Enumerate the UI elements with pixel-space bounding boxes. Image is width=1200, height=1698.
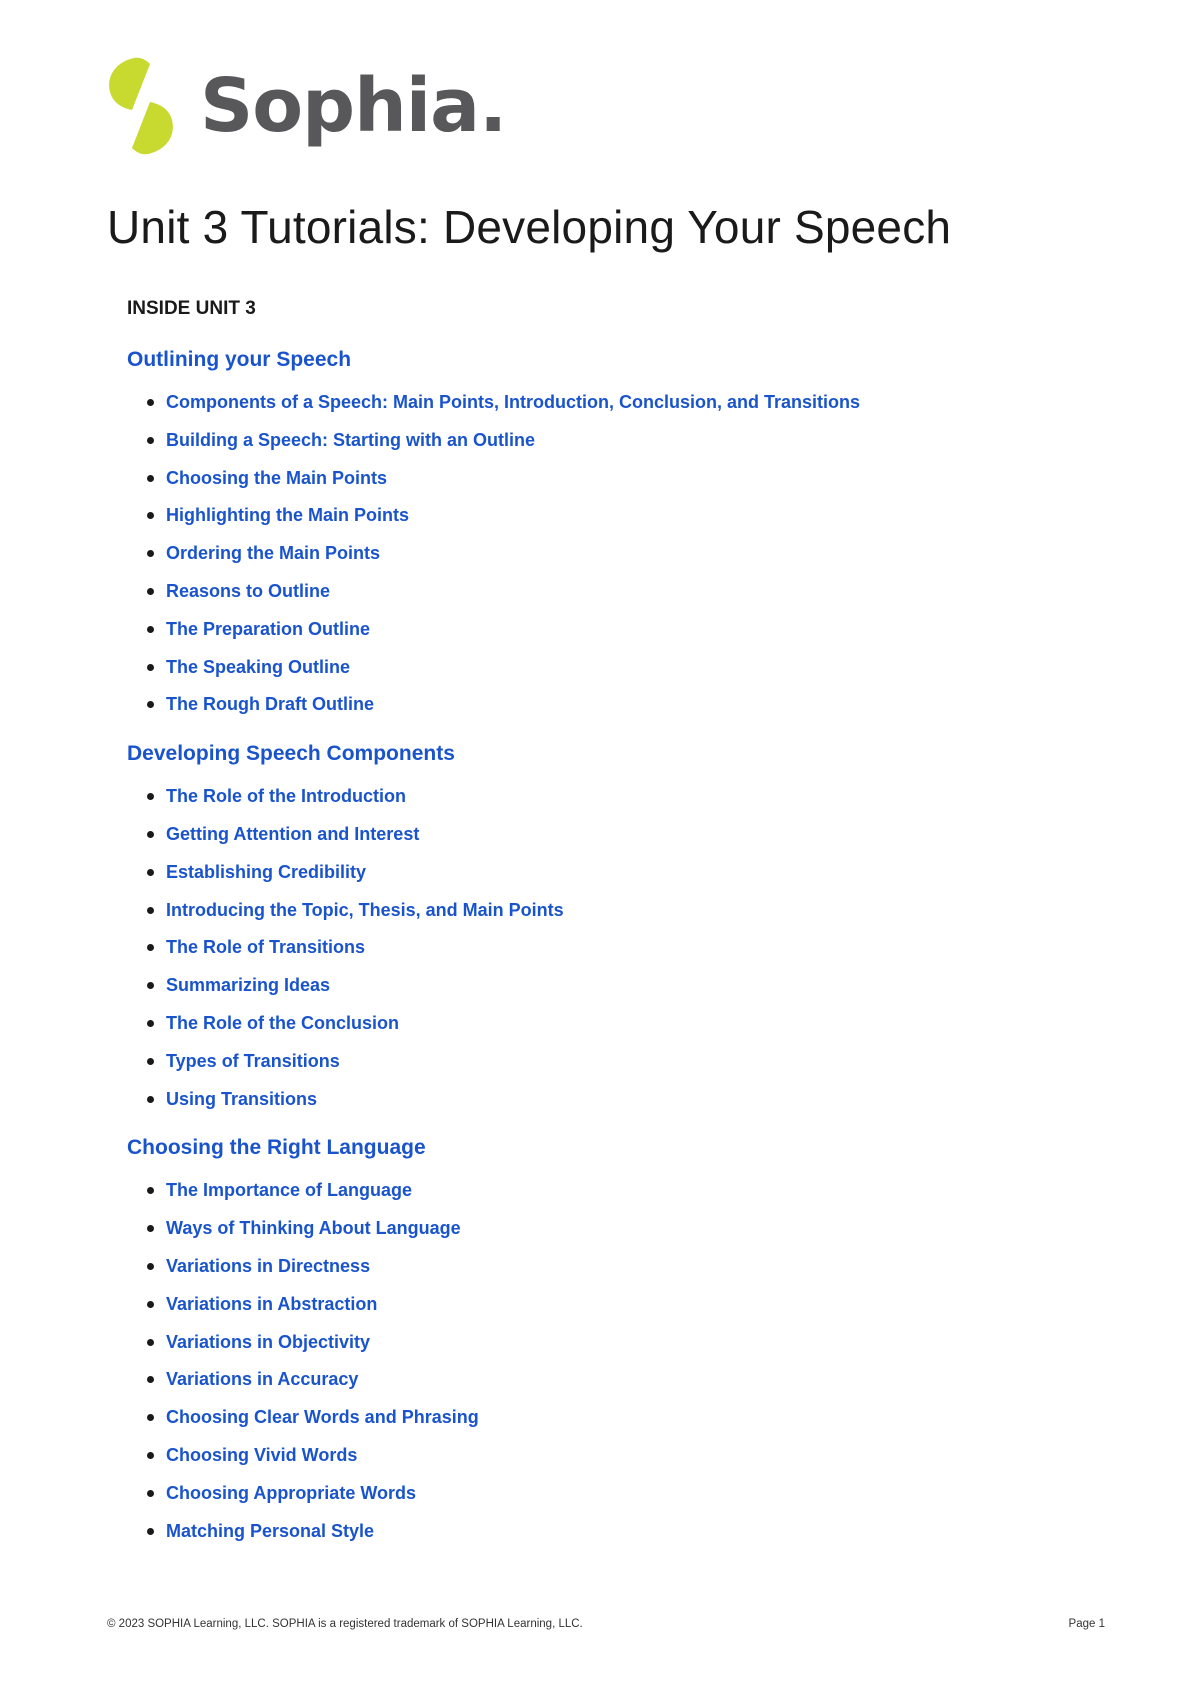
tutorial-link-label[interactable]: Variations in Objectivity (166, 1331, 371, 1352)
section-choosing-language (127, 1136, 1127, 1556)
bullet-icon (147, 944, 154, 951)
tutorial-link-label[interactable]: Introducing the Topic, Thesis, and Main Points (166, 899, 564, 920)
tutorial-link-label[interactable]: Variations in Accuracy (166, 1369, 359, 1390)
tutorial-link[interactable] (127, 428, 1127, 466)
tutorial-link[interactable] (127, 1330, 1127, 1368)
bullet-icon (147, 664, 154, 671)
tutorial-link[interactable] (127, 1087, 1127, 1125)
tutorial-link-label[interactable]: Building a Speech: Starting with an Outline (166, 429, 536, 450)
tutorial-link[interactable] (127, 579, 1127, 617)
bullet-icon (147, 1490, 154, 1497)
bullet-icon (147, 1452, 154, 1459)
tutorial-link[interactable] (127, 1049, 1127, 1087)
tutorial-list (127, 390, 1127, 730)
sophia-logo-wordmark: Sophia. (200, 63, 507, 149)
section-title[interactable]: Developing Speech Components (127, 742, 455, 766)
unit-contents (127, 298, 1127, 1556)
section-title[interactable]: Outlining your Speech (127, 348, 352, 371)
bullet-icon (147, 1187, 154, 1194)
bullet-icon (147, 793, 154, 800)
section-developing-components (127, 742, 1127, 1124)
bullet-icon (147, 512, 154, 519)
tutorial-link-label[interactable]: The Importance of Language (166, 1180, 413, 1201)
tutorial-link-label[interactable]: Variations in Directness (166, 1255, 371, 1276)
tutorial-list (127, 784, 1127, 1124)
bullet-icon (147, 399, 154, 406)
tutorial-link-label[interactable]: Choosing Vivid Words (166, 1444, 358, 1465)
tutorial-link[interactable] (127, 617, 1127, 655)
tutorial-link-label[interactable]: The Role of the Conclusion (166, 1012, 399, 1033)
tutorial-link-label[interactable]: The Role of Transitions (166, 937, 366, 958)
tutorial-link[interactable] (127, 822, 1127, 860)
bullet-icon (147, 626, 154, 633)
tutorial-link[interactable] (127, 973, 1127, 1011)
tutorial-link[interactable] (127, 1254, 1127, 1292)
bullet-icon (147, 1058, 154, 1065)
tutorial-link-label[interactable]: The Role of the Introduction (166, 786, 406, 807)
bullet-icon (147, 907, 154, 914)
tutorial-link-label[interactable]: The Rough Draft Outline (166, 694, 374, 715)
tutorial-link[interactable] (127, 1292, 1127, 1330)
bullet-icon (147, 1096, 154, 1103)
bullet-icon (147, 1020, 154, 1027)
bullet-icon (147, 982, 154, 989)
tutorial-link-label[interactable]: Matching Personal Style (166, 1520, 375, 1541)
footer-copyright: © 2023 SOPHIA Learning, LLC. SOPHIA is a registered trademark of SOPHIA Learning, LLC. (107, 1618, 583, 1630)
bullet-icon (147, 1225, 154, 1232)
tutorial-link[interactable] (127, 860, 1127, 898)
tutorial-link-label[interactable]: The Preparation Outline (166, 618, 371, 639)
tutorial-link[interactable] (127, 692, 1127, 730)
bullet-icon (147, 1528, 154, 1535)
tutorial-link[interactable] (127, 1216, 1127, 1254)
sophia-logo (104, 54, 506, 158)
bullet-icon (147, 1301, 154, 1308)
tutorial-link-label[interactable]: The Speaking Outline (166, 656, 351, 677)
tutorial-link[interactable] (127, 784, 1127, 822)
tutorial-link[interactable] (127, 935, 1127, 973)
bullet-icon (147, 550, 154, 557)
bullet-icon (147, 1339, 154, 1346)
tutorial-link[interactable] (127, 1178, 1127, 1216)
tutorial-link-label[interactable]: Summarizing Ideas (166, 975, 331, 996)
bullet-icon (147, 831, 154, 838)
bullet-icon (147, 701, 154, 708)
tutorial-link[interactable] (127, 1367, 1127, 1405)
tutorial-link-label[interactable]: Getting Attention and Interest (166, 823, 420, 844)
bullet-icon (147, 437, 154, 444)
tutorial-link[interactable] (127, 390, 1127, 428)
footer-page-number: Page 1 (1068, 1618, 1105, 1630)
tutorial-link[interactable] (127, 1011, 1127, 1049)
tutorial-link-label[interactable]: Ordering the Main Points (166, 543, 381, 564)
bullet-icon (147, 475, 154, 482)
tutorial-link-label[interactable]: Choosing Appropriate Words (166, 1482, 416, 1503)
tutorial-link[interactable] (127, 1443, 1127, 1481)
tutorial-link-label[interactable]: Choosing Clear Words and Phrasing (166, 1407, 479, 1428)
tutorial-link-label[interactable]: Choosing the Main Points (166, 467, 387, 488)
tutorial-link[interactable] (127, 541, 1127, 579)
tutorial-link[interactable] (127, 1519, 1127, 1557)
tutorial-link-label[interactable]: Establishing Credibility (166, 861, 367, 882)
bullet-icon (147, 1414, 154, 1421)
tutorial-link-label[interactable]: Reasons to Outline (166, 580, 331, 601)
tutorial-link[interactable] (127, 1405, 1127, 1443)
tutorial-link[interactable] (127, 466, 1127, 504)
sophia-logo-mark-icon (104, 56, 178, 156)
bullet-icon (147, 1376, 154, 1383)
tutorial-link-label[interactable]: Variations in Abstraction (166, 1293, 378, 1314)
section-outlining (127, 348, 1127, 730)
unit-label: INSIDE UNIT 3 (127, 298, 256, 319)
bullet-icon (147, 588, 154, 595)
tutorial-link-label[interactable]: Types of Transitions (166, 1050, 340, 1071)
tutorial-link-label[interactable]: Components of a Speech: Main Points, Introduction, Conclusion, and Transitions (166, 392, 861, 412)
tutorial-link-label[interactable]: Using Transitions (166, 1088, 318, 1109)
section-title[interactable]: Choosing the Right Language (127, 1136, 426, 1160)
tutorial-link-label[interactable]: Highlighting the Main Points (166, 505, 409, 526)
tutorial-list (127, 1178, 1127, 1556)
bullet-icon (147, 869, 154, 876)
tutorial-link[interactable] (127, 655, 1127, 693)
tutorial-link[interactable] (127, 898, 1127, 936)
tutorial-link[interactable] (127, 503, 1127, 541)
bullet-icon (147, 1263, 154, 1270)
page-title: Unit 3 Tutorials: Developing Your Speech (107, 201, 952, 253)
tutorial-link[interactable] (127, 1481, 1127, 1519)
tutorial-link-label[interactable]: Ways of Thinking About Language (166, 1218, 461, 1239)
